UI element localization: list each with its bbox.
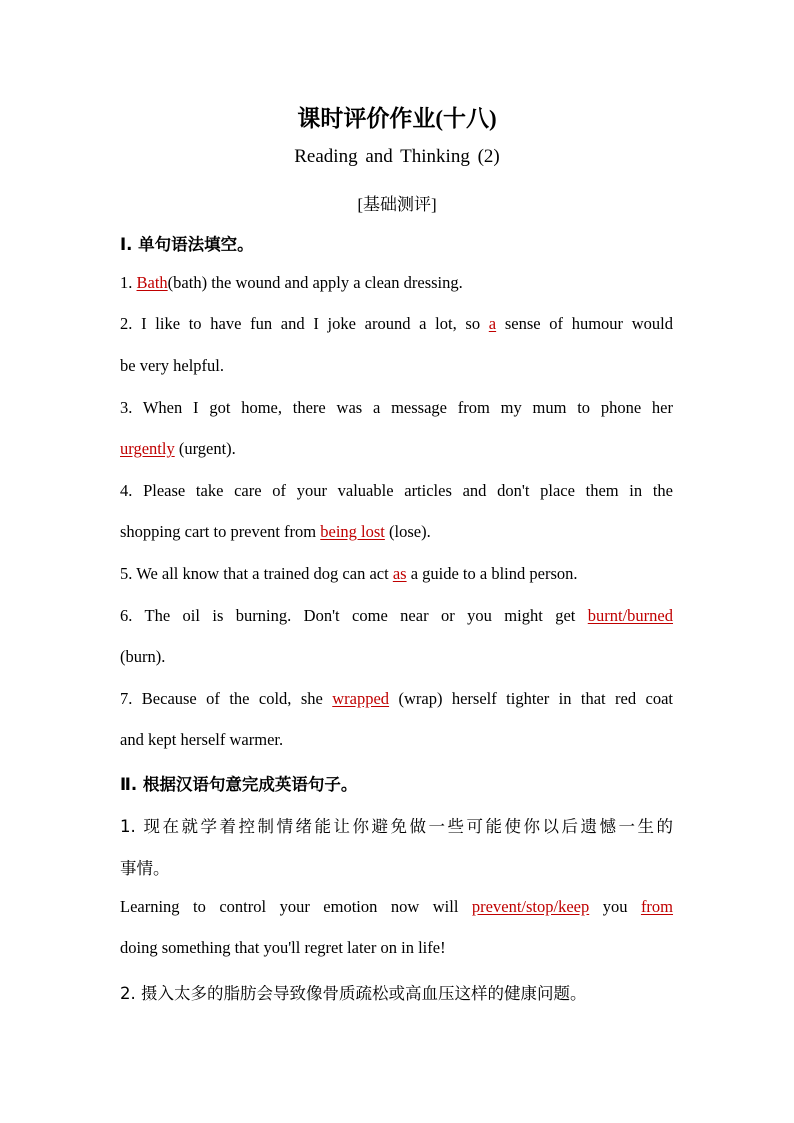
translation-1-en-line-1: [120, 897, 673, 917]
q2-prefix: 2. I like to have fun and I joke around a lot, so: [120, 314, 489, 333]
q6-answer: burnt/burned: [587, 606, 673, 625]
q2-answer: a: [488, 314, 497, 333]
translation-2-cn-line-1: 2. 摄入太多的脂肪会导致像骨质疏松或高血压这样的健康问题。: [120, 984, 587, 1003]
q7-answer: wrapped: [332, 689, 390, 708]
section-1-heading: Ⅰ. 单句语法填空。: [120, 235, 254, 254]
question-7-line-2: and kept herself warmer.: [120, 730, 284, 749]
question-4-line-2: [120, 522, 673, 542]
t1-answer-2: from: [640, 897, 674, 916]
question-3-line-1: 3. When I got home, there was a message from my mum to phone her: [120, 398, 673, 417]
page-title: 课时评价作业(十八): [297, 106, 497, 131]
q5-prefix: 5. We all know that a trained dog can act: [120, 564, 393, 583]
question-3-line-2: [120, 439, 673, 459]
question-5: [120, 564, 673, 584]
t1-mid: you: [589, 897, 641, 916]
q7-suffix: (wrap) herself tighter in that red coat: [389, 689, 674, 708]
t1-answer-1: prevent/stop/keep: [471, 897, 590, 916]
q6-prefix: 6. The oil is burning. Don't come near or you might get: [120, 606, 588, 625]
q3-answer: urgently: [120, 439, 175, 458]
q4-answer: being lost: [320, 522, 385, 541]
question-4-line-1: 4. Please take care of your valuable articles and don't place them in the: [120, 481, 673, 500]
translation-1-en-line-2: doing something that you'll regret later on in life!: [120, 938, 446, 957]
question-6-line-2: (burn).: [120, 647, 166, 666]
translation-1-cn-line-1: 1. 现在就学着控制情绪能让你避免做一些可能使你以后遗憾一生的: [120, 817, 673, 836]
question-2-line-2: be very helpful.: [120, 356, 225, 375]
section-2-heading: Ⅱ. 根据汉语句意完成英语句子。: [120, 775, 358, 794]
q5-suffix: a guide to a blind person.: [406, 564, 578, 583]
q4-suffix: (lose).: [384, 522, 431, 541]
q3-suffix: (urgent).: [174, 439, 236, 458]
section-tag: [基础测评]: [357, 195, 437, 214]
q1-suffix: (bath) the wound and apply a clean dressing.: [167, 273, 463, 292]
page-subtitle: Reading and Thinking (2): [294, 146, 500, 167]
question-7-line-1: [120, 689, 673, 709]
q5-answer: as: [392, 564, 407, 583]
q1-answer: Bath: [136, 273, 168, 292]
q7-prefix: 7. Because of the cold, she: [120, 689, 333, 708]
q4-prefix: shopping cart to prevent from: [120, 522, 321, 541]
question-6-line-1: [120, 606, 673, 626]
t1-prefix: Learning to control your emotion now will: [120, 897, 472, 916]
question-1: [120, 273, 673, 293]
translation-1-cn-line-2: 事情。: [120, 859, 170, 878]
q1-prefix: 1.: [120, 273, 137, 292]
q2-suffix: sense of humour would: [496, 314, 673, 333]
question-2-line-1: [120, 314, 673, 334]
